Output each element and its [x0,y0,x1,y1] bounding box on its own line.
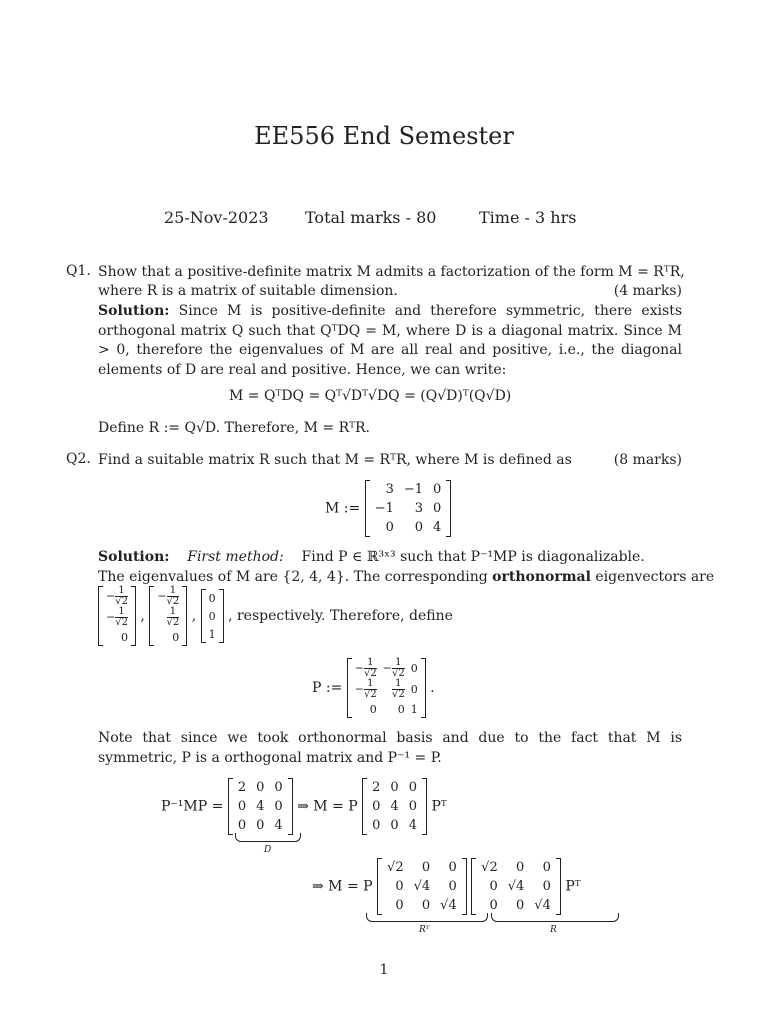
brace-rt [366,913,488,922]
page-number: 1 [379,962,389,978]
m-lhs: M := [325,500,361,517]
brace-r [491,913,619,922]
p-definition: P := − $\frac{1}{√2}$ − $\frac{1}{√2}$ 0 − $\frac{1}{√2}$ $\frac{1}{√2}$ 0 0 0 1 . [312,658,435,718]
q1-question-line2: where R is a matrix of suitable dimension. [98,283,398,299]
q1-solution [98,302,682,380]
d-matrix-2: 2 0 0 0 4 0 0 0 4 [362,778,427,835]
exam-date: 25-Nov-2023 [164,208,269,227]
brace-d [235,833,301,842]
implies-1: ⇒ M = P [297,798,358,815]
q2-marks: (8 marks) [613,452,682,468]
diag-lhs: P⁻¹MP = [161,798,224,815]
q2-solution-line1 [98,548,645,568]
first-method-label: First method: [187,549,284,565]
q1-question-line1: Show that a positive-definite matrix M admits a factorization of the form M = RᵀR, [98,264,685,280]
implies-2: ⇒ M = P [312,878,373,895]
q2-note: Note that since we took orthonormal basis and due to the fact that M is symmetric, P is a orthogonal matrix and P⁻¹ = P. [98,730,682,766]
q1-solution-text: Since M is positive-definite and therefore symmetric, there exists orthogonal matrix Q such that QᵀDQ = M, where D is a diagonal matrix. Since M > 0, therefore the eigenvalues of M are all real and positive, i.e., the diagonal elements of D are real and positive. Hence, we can write: [98,303,682,378]
exam-time: Time - 3 hrs [479,208,577,227]
m-matrix: 3 −1 0 −1 3 0 0 0 4 [365,480,452,537]
q1-label: Q1. [66,263,91,279]
q2-question: Find a suitable matrix R such that M = RᵀR, where M is defined as [98,452,572,468]
eigenvector-3: 0 0 1 [201,589,224,643]
p-lhs: P := [312,680,343,696]
orthonormal-emphasis: orthonormal [492,569,591,585]
q2-label: Q2. [66,451,91,467]
p-transpose-2: Pᵀ [565,878,581,895]
document-title: EE556 End Semester [254,122,514,150]
d-matrix: 2 0 0 0 4 0 0 0 4 [228,778,293,835]
p-transpose-1: Pᵀ [431,798,447,815]
q1-solution-label: Solution: [98,303,170,319]
eigenvector-2: − $\frac{1}{√2}$ $\frac{1}{√2}$ 0 [149,586,187,646]
q1-marks: (4 marks) [613,283,682,299]
brace-rt-label: Rᵀ [419,925,430,935]
total-marks: Total marks - 80 [305,208,437,227]
q1-equation: M = QᵀDQ = Qᵀ√Dᵀ√DQ = (Q√D)ᵀ(Q√D) [229,388,512,404]
q1-conclusion: Define R := Q√D. Therefore, M = RᵀR. [98,420,370,436]
eigenvectors-row: − $\frac{1}{√2}$ − $\frac{1}{√2}$ 0 , − $\frac{1}{√2}$ $\frac{1}{√2}$ 0 , 0 0 1 , respectively. Therefore, define [98,586,453,646]
q2-solution-line2: The eigenvalues of M are {2, 4, 4}. The corresponding orthonormal eigenvectors are [98,569,715,585]
brace-d-label: D [264,845,272,855]
q2-solution-label: Solution: [98,549,170,565]
respectively-text: , respectively. Therefore, define [228,608,453,624]
rt-matrix: √2 0 0 0 √4 0 0 0 √4 [377,858,467,915]
brace-r-label: R [550,925,557,935]
p-matrix: − $\frac{1}{√2}$ − $\frac{1}{√2}$ 0 − $\frac{1}{√2}$ $\frac{1}{√2}$ 0 0 0 1 [347,658,426,718]
sqrt-factorization-eq [312,858,581,915]
diagonalization-eq [161,778,447,835]
eigenvector-1: − $\frac{1}{√2}$ − $\frac{1}{√2}$ 0 [98,586,136,646]
m-definition [325,480,451,537]
r-matrix: √2 0 0 0 √4 0 0 0 √4 [471,858,561,915]
q2-solution-line1-rest: Find P ∈ ℝ³ˣ³ such that P⁻¹MP is diagonalizable. [301,549,645,565]
